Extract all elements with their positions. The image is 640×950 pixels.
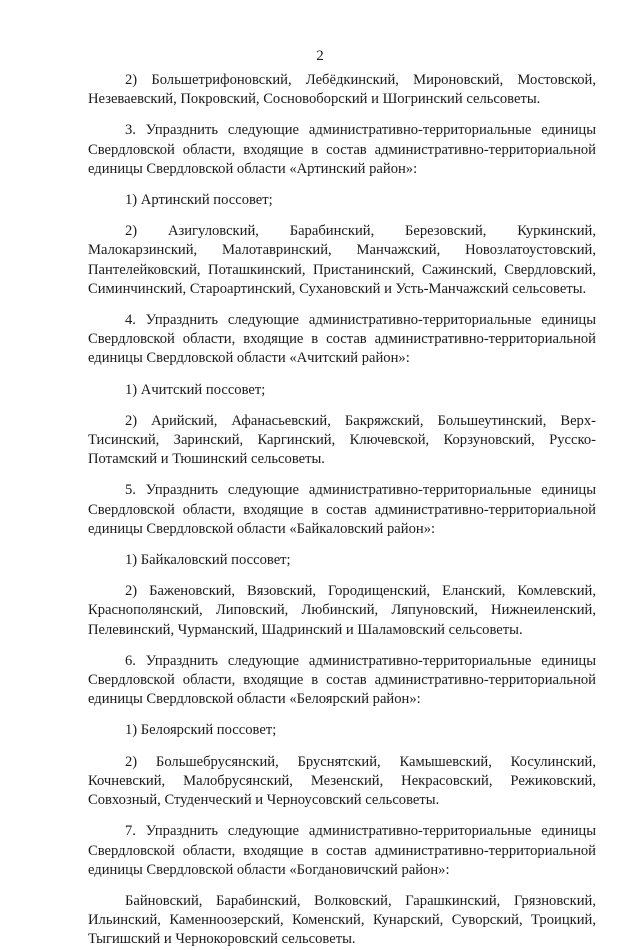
paragraph-section-3: 3. Упразднить следующие административно-территориальные единицы Свердловской области, входящие в состав административно-территориальной единицы Свердловской области «Артинский район»:: [88, 122, 596, 177]
paragraph-section-4-item-1: 1) Ачитский поссовет;: [125, 381, 266, 398]
document-body: [88, 71, 596, 950]
paragraph-section-6-item-2: 2) Большебрусянский, Бруснятский, Камышевский, Косулинский, Кочневский, Малобрусянский, Мезенский, Некрасовский, Режиковский, Совхозный, Студенческий и Черноусовский сельсоветы.: [88, 753, 596, 809]
paragraph-section-5-item-1: 1) Байкаловский поссовет;: [125, 552, 291, 569]
paragraph-section-4: 4. Упразднить следующие административно-территориальные единицы Свердловской области, входящие в состав административно-территориальной единицы Свердловской области «Ачитский район»:: [88, 312, 596, 367]
paragraph-section-5: 5. Упразднить следующие административно-территориальные единицы Свердловской области, входящие в состав административно-территориальной единицы Свердловской области «Байкаловский район»:: [88, 482, 596, 537]
paragraph-section-6-item-1: 1) Белоярский поссовет;: [125, 722, 277, 739]
paragraph-item-2-remainder: 2) Большетрифоновский, Лебёдкинский, Мироновский, Мостовской, Незеваевский, Покровский, Сосновоборский и Шогринский сельсоветы.: [88, 72, 596, 108]
paragraph-section-4-item-2: 2) Арийский, Афанасьевский, Бакряжский, Большеутинский, Верх-Тисинский, Заринский, Каргинский, Ключевской, Корзуновский, Русско-Потамский и Тюшинский сельсоветы.: [88, 412, 596, 468]
paragraph-section-7: 7. Упразднить следующие административно-территориальные единицы Свердловской области, входящие в состав административно-территориальной единицы Свердловской области «Богдановичский район»:: [88, 823, 596, 878]
paragraph-section-3-item-2: 2) Азигуловский, Барабинский, Березовский, Куркинский, Малокарзинский, Малотавринский, Манчажский, Новозлатоустовский, Пантелейковский, Поташкинский, Пристанинский, Сажинский, Свердловский, Симинчинский, Староартинский, Сухановский и Усть-Манчажский сельсоветы.: [88, 223, 596, 297]
page-number: 2: [316, 48, 324, 64]
paragraph-section-7-list: Байновский, Барабинский, Волковский, Гарашкинский, Грязновский, Ильинский, Каменноозерский, Коменский, Кунарский, Суворский, Троицкий, Тыгишский и Чернокоровский сельсоветы.: [88, 892, 596, 948]
paragraph-section-3-item-1: 1) Артинский поссовет;: [125, 192, 273, 209]
paragraph-section-6: 6. Упразднить следующие административно-территориальные единицы Свердловской области, входящие в состав административно-территориальной единицы Свердловской области «Белоярский район»:: [88, 652, 596, 708]
paragraph-section-5-item-2: 2) Баженовский, Вязовский, Городищенский, Еланский, Комлевский, Краснополянский, Липовский, Любинский, Ляпуновский, Нижнеиленский, Пелевинский, Чурманский, Шадринский и Шаламовский сельсоветы.: [88, 583, 596, 638]
